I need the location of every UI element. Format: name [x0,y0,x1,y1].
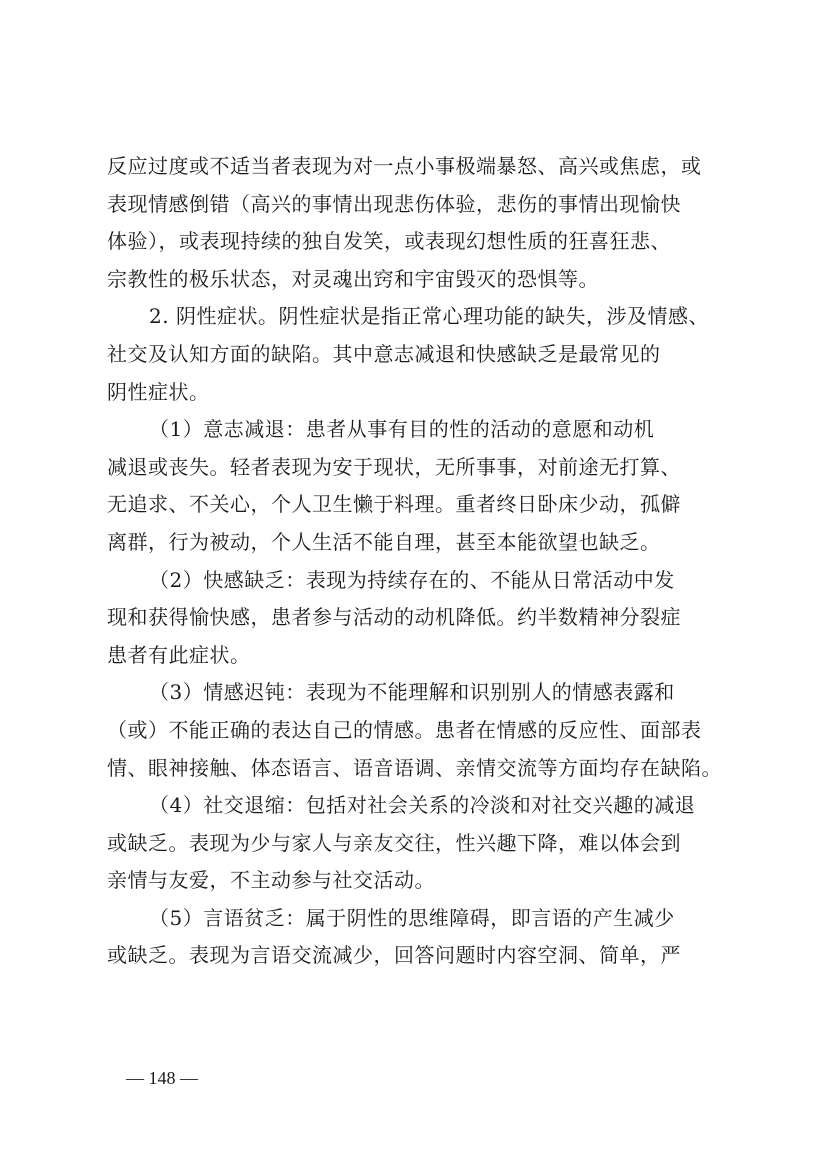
text-line: （1）意志减退：患者从事有目的性的活动的意愿和动机 [149,417,655,442]
text-line: 表现情感倒错（高兴的事情出现悲伤体验，悲伤的事情出现愉快 [107,191,681,216]
text-line: （4）社交退缩：包括对社会关系的冷淡和对社交兴趣的减退 [149,793,696,818]
text-line: （3）情感迟钝：表现为不能理解和识别别人的情感表露和 [149,680,675,705]
text-line: 体验），或表现持续的独自发笑，或表现幻想性质的狂喜狂悲、 [107,229,671,254]
page-number: — 148 — [126,1068,198,1088]
text-line: 情、眼神接触、体态语言、语音语调、亲情交流等方面均存在缺陷。 [107,755,722,780]
text-line: 离群，行为被动，个人生活不能自理，甚至本能欲望也缺乏。 [107,529,661,554]
text-line: 宗教性的极乐状态，对灵魂出窍和宇宙毁灭的恐惧等。 [107,266,599,291]
text-line: （2）快感缺乏：表现为持续存在的、不能从日常活动中发 [149,567,675,592]
text-line: 社交及认知方面的缺陷。其中意志减退和快感缺乏是最常见的 [107,341,661,366]
text-line: 或缺乏。表现为少与家人与亲友交往，性兴趣下降，难以体会到 [107,830,681,855]
text-line: （或）不能正确的表达自己的情感。患者在情感的反应性、面部表 [107,717,702,742]
text-line: 现和获得愉快感，患者参与活动的动机降低。约半数精神分裂症 [107,605,681,630]
body-text [107,148,727,975]
text-line: 亲情与友爱，不主动参与社交活动。 [107,868,435,893]
text-line: 2. 阴性症状。阴性症状是指正常心理功能的缺失，涉及情感、 [149,304,709,329]
text-line: （5）言语贫乏：属于阴性的思维障碍，即言语的产生减少 [149,905,675,930]
text-line: 减退或丧失。轻者表现为安于现状，无所事事，对前途无打算、 [107,454,681,479]
text-line: 阴性症状。 [107,379,210,404]
text-line: 患者有此症状。 [107,642,251,667]
text-line: 反应过度或不适当者表现为对一点小事极端暴怒、高兴或焦虑，或 [107,154,702,178]
text-line: 无追求、不关心，个人卫生懒于料理。重者终日卧床少动，孤僻 [107,492,681,517]
text-line: 或缺乏。表现为言语交流减少，回答问题时内容空洞、简单，严 [107,943,681,968]
